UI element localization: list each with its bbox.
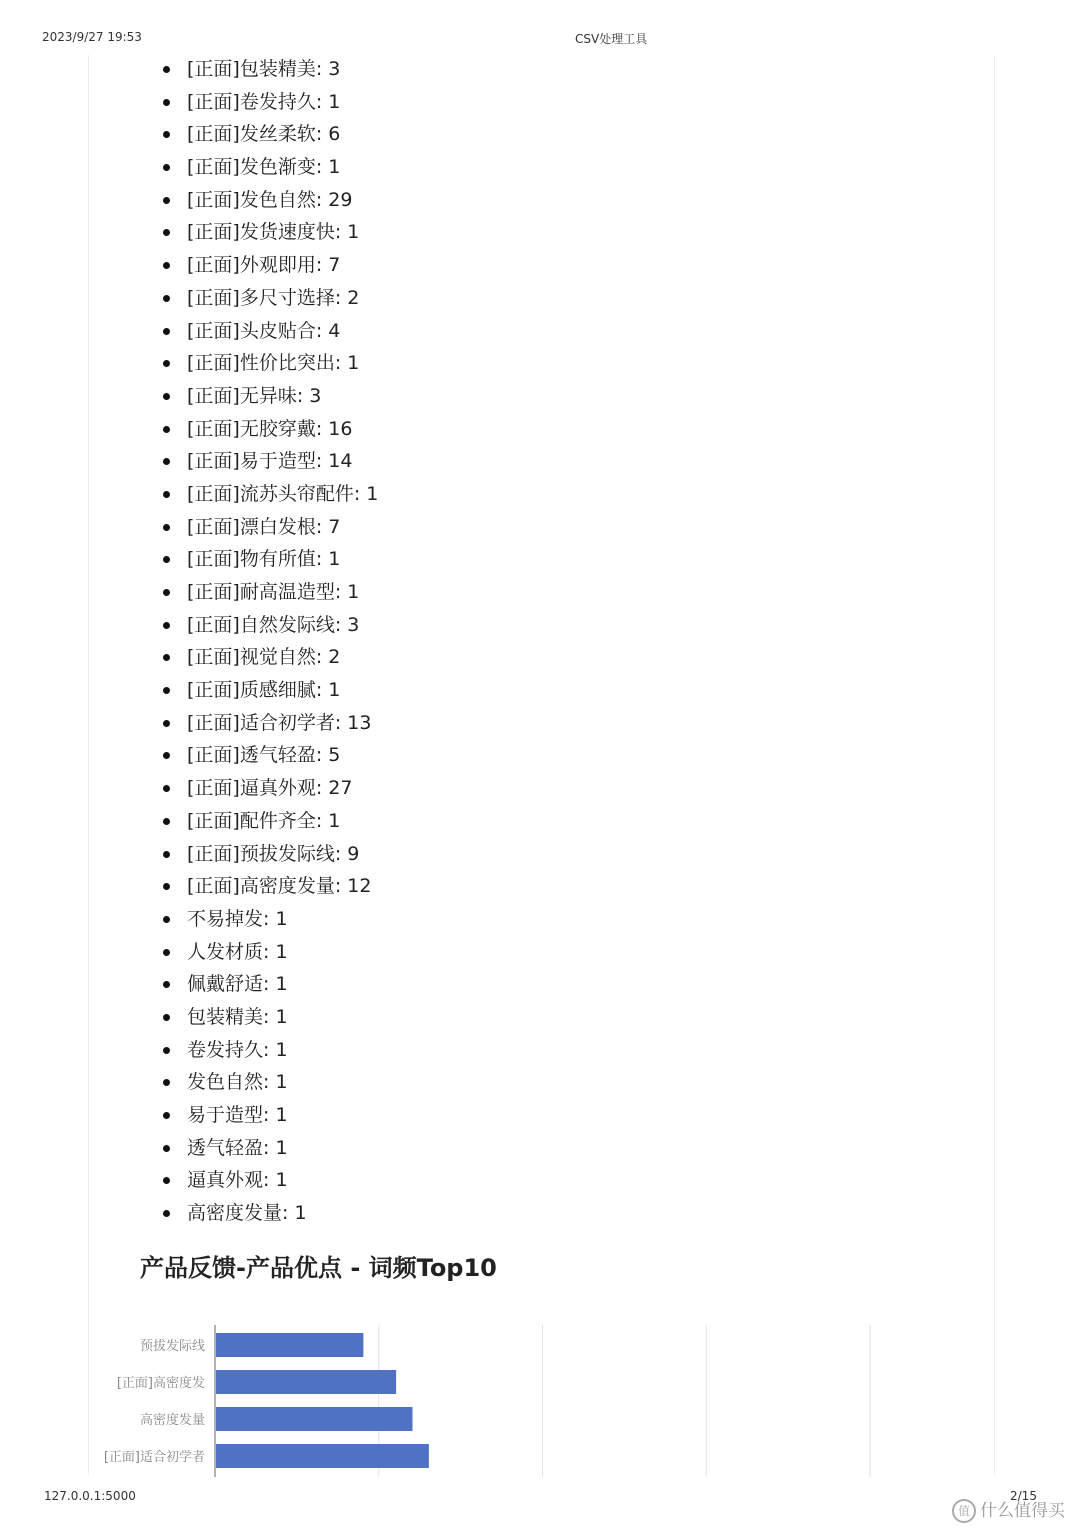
- bar: [216, 1444, 429, 1468]
- list-item: 高密度发量: 1: [160, 1197, 378, 1230]
- category-label: [正面]高密度发: [116, 1376, 205, 1391]
- category-label: 高密度发量: [139, 1413, 205, 1428]
- watermark-text: 什么值得买: [980, 1501, 1065, 1521]
- list-item: [正面]透气轻盈: 5: [160, 739, 378, 772]
- list-item: [正面]配件齐全: 1: [160, 805, 378, 838]
- list-item: [正面]漂白发根: 7: [160, 511, 378, 544]
- list-item: 发色自然: 1: [160, 1066, 378, 1099]
- list-item: [正面]无胶穿戴: 16: [160, 413, 378, 446]
- list-item: [正面]预拔发际线: 9: [160, 838, 378, 871]
- list-item: [正面]流苏头帘配件: 1: [160, 478, 378, 511]
- list-item: [正面]包装精美: 3: [160, 53, 378, 86]
- list-item: [正面]多尺寸选择: 2: [160, 282, 378, 315]
- page-border-left: [88, 55, 89, 1475]
- list-item: [正面]适合初学者: 13: [160, 707, 378, 740]
- watermark: [952, 1496, 1065, 1523]
- list-item: [正面]耐高温造型: 1: [160, 576, 378, 609]
- list-item: [正面]发丝柔软: 6: [160, 118, 378, 151]
- list-item: [正面]高密度发量: 12: [160, 870, 378, 903]
- bar: [216, 1333, 363, 1357]
- bar: [216, 1370, 396, 1394]
- category-label: 预拔发际线: [139, 1339, 205, 1354]
- page-number: 2/15: [1010, 1489, 1037, 1503]
- list-item: 不易掉发: 1: [160, 903, 378, 936]
- page-border-right: [994, 55, 995, 1475]
- list-item: [正面]发色自然: 29: [160, 184, 378, 217]
- watermark-logo-icon: 值: [952, 1499, 976, 1523]
- section-title: 产品反馈-产品优点 - 词频Top10: [140, 1254, 497, 1282]
- list-item: [正面]视觉自然: 2: [160, 641, 378, 674]
- list-item: [正面]质感细腻: 1: [160, 674, 378, 707]
- list-item: 包装精美: 1: [160, 1001, 378, 1034]
- category-label: [正面]适合初学者: [103, 1450, 205, 1465]
- bar-chart: [100, 1325, 980, 1480]
- list-item: 佩戴舒适: 1: [160, 968, 378, 1001]
- list-item: [正面]发货速度快: 1: [160, 216, 378, 249]
- list-item: [正面]发色渐变: 1: [160, 151, 378, 184]
- list-item: [正面]易于造型: 14: [160, 445, 378, 478]
- bar-chart-svg: [100, 1325, 980, 1480]
- print-datetime: 2023/9/27 19:53: [42, 30, 142, 44]
- list-item: [正面]性价比突出: 1: [160, 347, 378, 380]
- list-item: [正面]自然发际线: 3: [160, 609, 378, 642]
- print-url: 127.0.0.1:5000: [44, 1489, 136, 1503]
- list-item: 人发材质: 1: [160, 936, 378, 969]
- list-item: 逼真外观: 1: [160, 1164, 378, 1197]
- list-item: [正面]逼真外观: 27: [160, 772, 378, 805]
- list-item: [正面]卷发持久: 1: [160, 86, 378, 119]
- list-item: 易于造型: 1: [160, 1099, 378, 1132]
- bar: [216, 1407, 413, 1431]
- list-item: [正面]无异味: 3: [160, 380, 378, 413]
- list-item: [正面]外观即用: 7: [160, 249, 378, 282]
- list-item: [正面]物有所值: 1: [160, 543, 378, 576]
- print-title: CSV处理工具: [575, 32, 648, 46]
- list-item: [正面]头皮贴合: 4: [160, 315, 378, 348]
- word-frequency-list: [160, 53, 378, 1230]
- list-item: 透气轻盈: 1: [160, 1132, 378, 1165]
- list-item: 卷发持久: 1: [160, 1034, 378, 1067]
